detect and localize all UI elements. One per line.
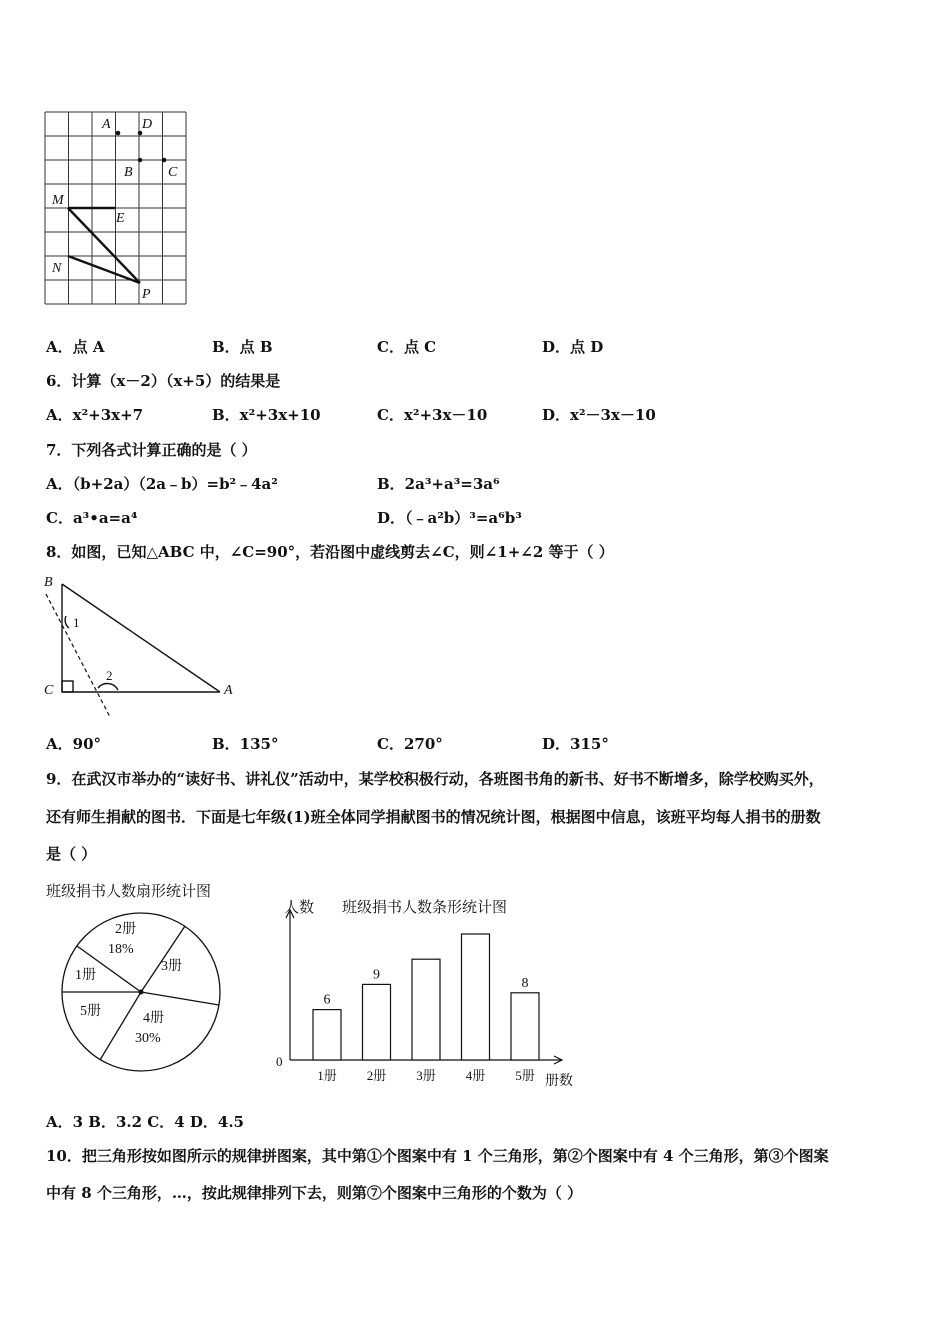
q8-option-c: C．270° [377, 735, 443, 753]
q8-option-b: B．135° [212, 735, 279, 753]
q7-option-d: D．（﹣a²b）³=a⁶b³ [377, 509, 522, 527]
q8-triangle-figure [40, 572, 250, 722]
label-p: P [142, 287, 151, 302]
q6-option-a: A．x²+3x+7 [46, 406, 144, 424]
bar-value-label-5: 8 [521, 975, 529, 991]
bar-category-label-3: 3册 [416, 1068, 436, 1083]
q6-option-d: D．x²－3x－10 [542, 406, 656, 424]
bar-3 [412, 959, 440, 1060]
bar-category-label-2: 2册 [366, 1068, 387, 1083]
pie-label-1: 1册 [75, 968, 96, 983]
q6-option-b: B．x²+3x+10 [212, 406, 321, 424]
pie-label-5: 5册 [80, 1004, 101, 1019]
label-m: M [52, 193, 64, 208]
q8-label-c: C [44, 683, 54, 698]
pie-label-4: 4册 [143, 1011, 164, 1026]
q5-option-d: D．点 D [542, 338, 604, 356]
q5-grid-figure [40, 108, 200, 308]
label-a: A [102, 117, 111, 132]
q9-stem-line-1: 9．在武汉市举办的“读好书、讲礼仪”活动中，某学校积极行动，各班图书角的新书、好书不断增多，除学校购买外， [46, 770, 824, 788]
bar-1 [313, 1010, 341, 1060]
bar-2 [363, 984, 391, 1060]
bar-5 [511, 993, 539, 1060]
q5-option-b: B．点 B [212, 338, 273, 356]
pie-chart-title: 班级捐书人数扇形统计图 [46, 882, 212, 900]
pie-label-2: 2册 [115, 922, 136, 937]
bar-category-label-5: 5册 [515, 1068, 535, 1083]
bar-chart-origin: 0 [276, 1054, 283, 1069]
point-c [162, 158, 167, 163]
label-b: B [124, 165, 133, 180]
q10-stem-line-2: 中有 8 个三角形，…，按此规律排列下去，则第⑦个图案中三角形的个数为（ ） [46, 1184, 583, 1202]
q8-label-a: A [224, 683, 233, 698]
q8-angle-2: 2 [106, 668, 113, 683]
q7-option-b: B．2a³+a³=3a⁶ [377, 475, 500, 493]
q8-label-b: B [44, 575, 53, 590]
bar-category-label-1: 1册 [317, 1068, 337, 1083]
q6-option-c: C．x²+3x－10 [377, 406, 488, 424]
q6-stem: 6．计算（x－2）（x+5）的结果是 [46, 372, 281, 390]
q9-options: A．3 B．3.2 C．4 D．4.5 [46, 1113, 244, 1131]
bar-value-label-2: 9 [373, 967, 380, 983]
pie-chart [55, 905, 230, 1080]
label-e: E [116, 211, 125, 226]
bar-chart-ylabel: 人数 [284, 900, 315, 916]
pie-label-3: 3册 [161, 959, 182, 974]
bar-chart [270, 892, 590, 1092]
point-a [116, 131, 121, 136]
bar-4 [462, 934, 490, 1060]
q10-stem-line-1: 10．把三角形按如图所示的规律拼图案，其中第①个图案中有 1 个三角形，第②个图案中有 4 个三角形，第③个图案 [46, 1147, 829, 1165]
q5-option-c: C．点 C [377, 338, 437, 356]
q9-stem-line-3: 是（ ） [46, 845, 97, 863]
q8-stem: 8．如图，已知△ABC 中，∠C=90°，若沿图中虚线剪去∠C，则∠1+∠2 等于（ ） [46, 543, 614, 561]
q8-option-a: A．90° [46, 735, 102, 753]
label-d: D [142, 117, 153, 132]
point-b [138, 158, 143, 163]
bar-chart-xlabel: 册数 [545, 1074, 573, 1089]
q8-angle-1: 1 [73, 615, 80, 630]
bar-category-label-4: 4册 [465, 1068, 486, 1083]
label-c: C [168, 165, 178, 180]
q5-option-a: A．点 A [46, 338, 105, 356]
pie-label-4-percent: 30% [135, 1031, 161, 1046]
label-n: N [52, 261, 62, 276]
bar-chart-title: 班级捐书人数条形统计图 [342, 900, 508, 916]
q9-stem-line-2: 还有师生捐献的图书．下面是七年级(1)班全体同学捐献图书的情况统计图，根据图中信息，该班平均每人捐书的册数 [46, 808, 821, 826]
q8-option-d: D．315° [542, 735, 609, 753]
q7-option-a: A．（b+2a）（2a﹣b）=b²﹣4a² [46, 475, 278, 493]
q7-stem: 7．下列各式计算正确的是（ ） [46, 441, 257, 459]
q7-option-c: C．a³•a=a⁴ [46, 509, 138, 527]
pie-label-2-percent: 18% [108, 942, 134, 957]
bar-value-label-1: 6 [323, 992, 331, 1008]
